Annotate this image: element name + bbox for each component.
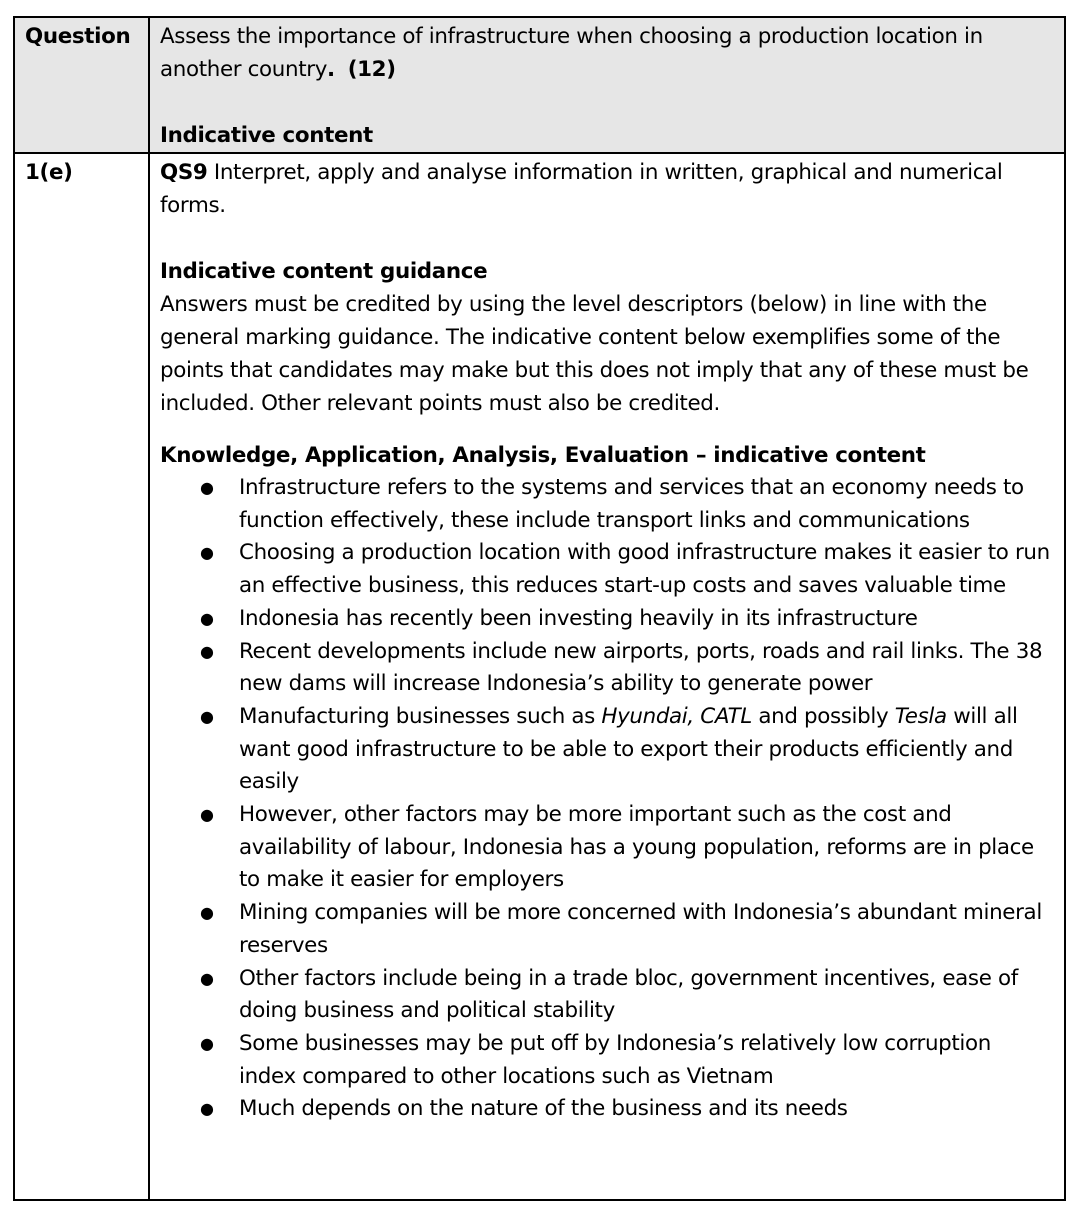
question-text: Assess the importance of infrastructure when choosing a production location in another country	[160, 24, 983, 82]
list-item: ● Recent developments include new airports, ports, roads and rail links. The 38 new dams will increase Indonesia’s ability to generate power	[160, 636, 1054, 701]
bullet-icon: ●	[200, 543, 214, 563]
question-number: 1(e)	[25, 160, 73, 185]
bullet-icon: ●	[200, 608, 214, 628]
list-item: ● Other factors include being in a trade bloc, government incentives, ease of doing business and political stability	[160, 963, 1054, 1028]
answer-content-cell	[149, 153, 1065, 1200]
question-number-cell	[14, 153, 149, 1200]
list-item: ● Some businesses may be put off by Indonesia’s relatively low corruption index compared to other locations such as Vietnam	[160, 1028, 1054, 1093]
list-item: ● Mining companies will be more concerned with Indonesia’s abundant mineral reserves	[160, 897, 1054, 962]
bullet-icon: ●	[200, 968, 214, 988]
company-name-tesla: Tesla	[894, 703, 947, 729]
answer-row	[14, 153, 1065, 1200]
bullet-icon: ●	[200, 1099, 214, 1119]
bullet-icon: ●	[200, 478, 214, 497]
list-item: ● Choosing a production location with good infrastructure makes it easier to run an effective business, this reduces start-up costs and saves valuable time	[160, 537, 1054, 602]
guidance-heading: Indicative content guidance	[160, 259, 488, 284]
question-text-cell	[149, 17, 1065, 153]
list-item: ● Much depends on the nature of the business and its needs	[160, 1093, 1054, 1126]
bullet-icon: ●	[200, 641, 214, 661]
list-item: ● However, other factors may be more important such as the cost and availability of labour, Indonesia has a young population, reforms are in place to make it easier for employers	[160, 799, 1054, 897]
qs-code: QS9	[160, 160, 208, 185]
company-names: Hyundai, CATL	[601, 703, 752, 729]
list-item: ● Indonesia has recently been investing heavily in its infrastructure	[160, 603, 1054, 636]
kaae-heading: Knowledge, Application, Analysis, Evaluation – indicative content	[160, 443, 926, 468]
guidance-text: Answers must be credited by using the level descriptors (below) in line with the general marking guidance. The indicative content below exemplifies some of the points that candidates may make but this does not imply that any of these must be included. Other relevant points must also be credited.	[160, 292, 1029, 416]
bullet-icon: ●	[200, 903, 214, 923]
question-label-cell	[14, 17, 149, 153]
qs-skill-line	[160, 156, 1054, 222]
question-punct: .	[327, 57, 335, 82]
list-item: ● Manufacturing businesses such as Hyundai, CATL and possibly Tesla will all want good infrastructure to be able to export their products efficiently and easily	[160, 701, 1054, 799]
question-header-row	[14, 17, 1065, 153]
bullet-icon: ●	[200, 706, 214, 726]
indicative-content-heading: Indicative content	[160, 123, 373, 148]
mark-scheme-table	[13, 16, 1066, 1201]
bullet-icon: ●	[200, 805, 214, 825]
indicative-points-list	[160, 472, 1054, 1126]
question-label: Question	[25, 24, 131, 49]
marks-label: (12)	[347, 57, 396, 82]
list-item: ● Infrastructure refers to the systems and services that an economy needs to function effectively, these include transport links and communications	[160, 472, 1054, 537]
qs-text: Interpret, apply and analyse information in written, graphical and numerical forms.	[160, 160, 1003, 218]
bullet-icon: ●	[200, 1033, 214, 1053]
